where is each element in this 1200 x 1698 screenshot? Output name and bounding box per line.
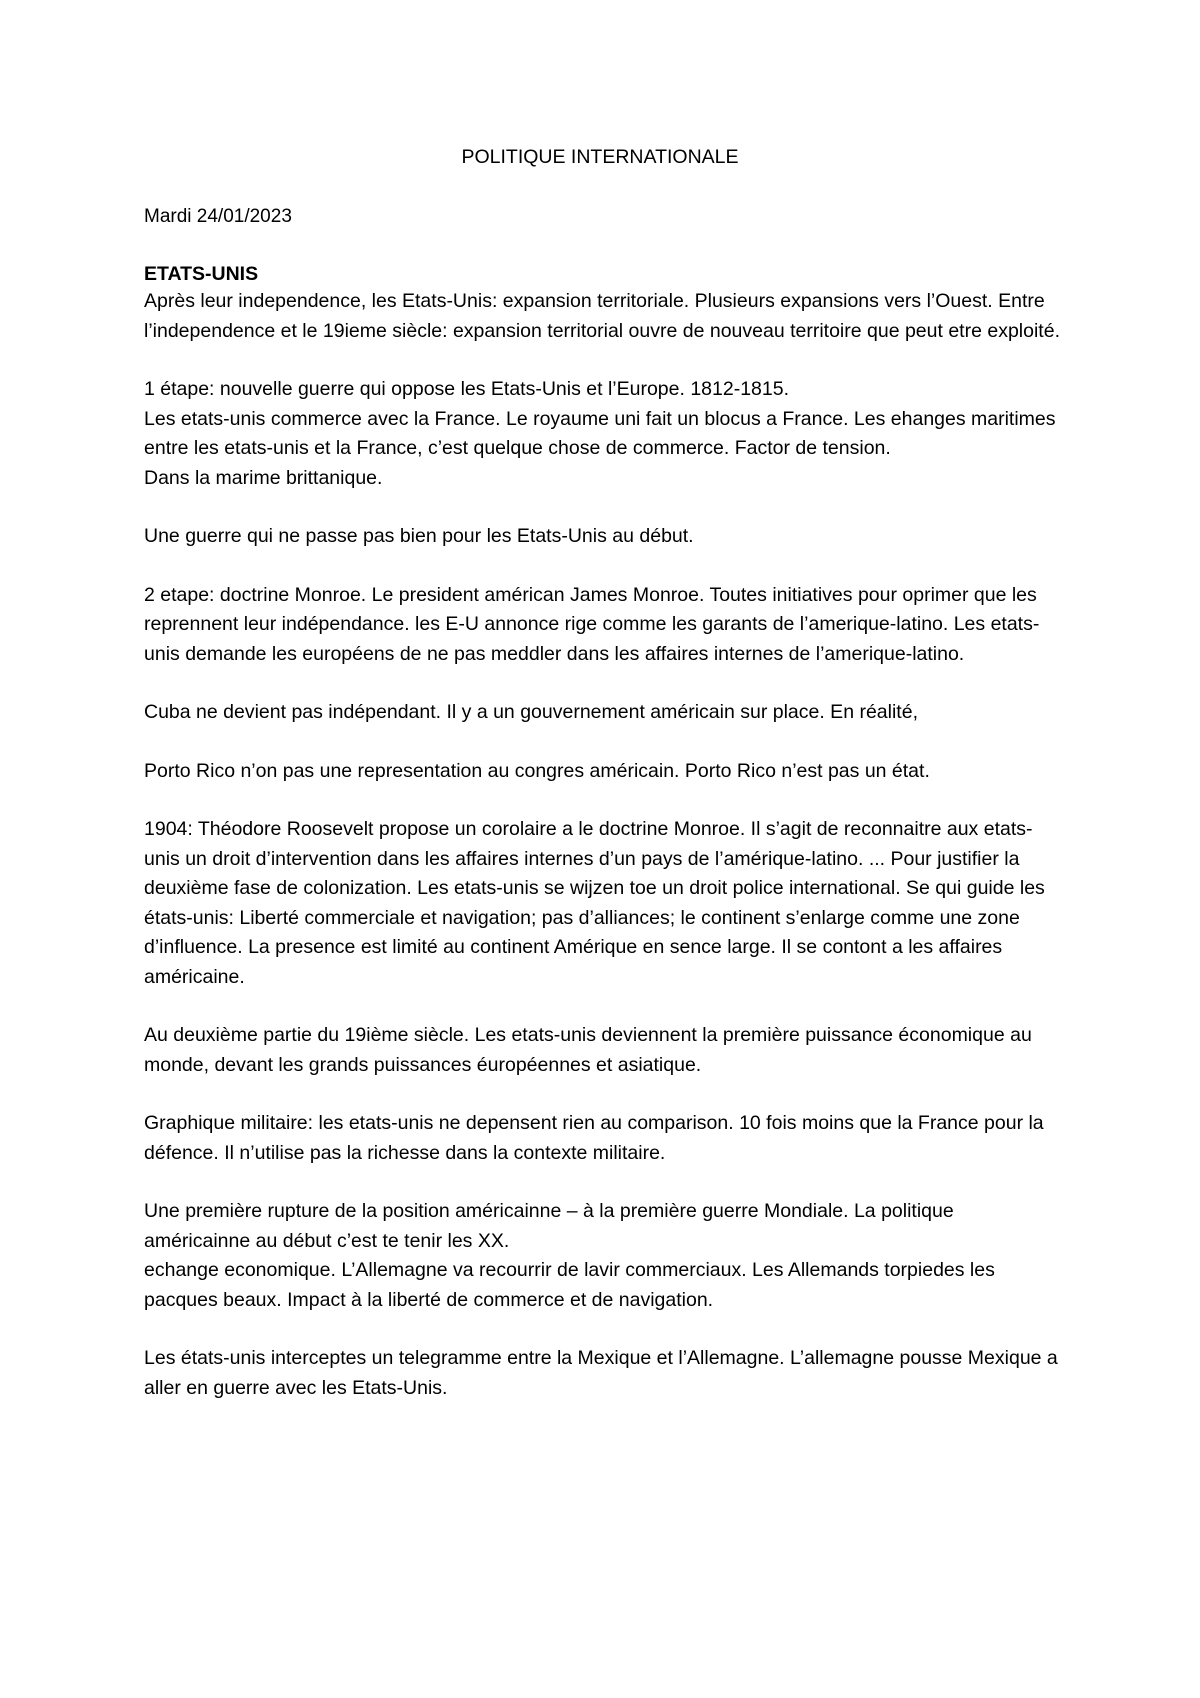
- document-date: Mardi 24/01/2023: [144, 206, 292, 227]
- paragraph: Une guerre qui ne passe pas bien pour les Etats-Unis au début.: [144, 525, 694, 547]
- paragraph: Porto Rico n’on pas une representation au congres américain. Porto Rico n’est pas un état.: [144, 759, 930, 782]
- document-body: [144, 204, 1064, 1432]
- paragraph: Au deuxième partie du 19ième siècle. Les etats-unis deviennent la première puissance économique au monde, devant les grands puissances éuropéennes et asiatique.: [144, 1024, 1032, 1076]
- paragraph: 1904: Théodore Roosevelt propose un corolaire a le doctrine Monroe. Il s’agit de reconnaitre aux etats-unis un droit d’intervention dans les affaires internes d’un pays de l’amérique-latino. ... Pour justifier la deuxième fase de colonization. Les etats-unis se wijzen toe un droit police international. Se qui guide les états-unis: Liberté commerciale et navigation; pas d’alliances; le continent s’enlarge comme une zone d’influence. La presence est limité au continent Amérique en sence large. Il se contont a les affaires américaine.: [144, 818, 1045, 988]
- paragraph: echange economique. L’Allemagne va recourrir de lavir commerciaux. Les Allemands torpiedes les pacques beaux. Impact à la liberté de commerce et de navigation.: [144, 1259, 995, 1311]
- paragraph: Les etats-unis commerce avec la France. Le royaume uni fait un blocus a France. Les ehanges maritimes entre les etats-unis et la France, c’est quelque chose de commerce. Factor de tension.: [144, 407, 1056, 459]
- paragraph: Dans la marime brittanique.: [144, 466, 383, 489]
- paragraph: Cuba ne devient pas indépendant. Il y a un gouvernement américain sur place. En réalité,: [144, 701, 918, 723]
- paragraph: 2 etape: doctrine Monroe. Le president américan James Monroe. Toutes initiatives pour oprimer que les reprennent leur indépendance. les E-U annonce rige comme les garants de l’amerique-latino. Les etats-unis demande les européens de ne pas meddler dans les affaires internes de l’amerique-latino.: [144, 583, 1040, 665]
- document-title: POLITIQUE INTERNATIONALE: [461, 146, 739, 168]
- section-heading: ETATS-UNIS: [144, 263, 259, 285]
- paragraph: 1 étape: nouvelle guerre qui oppose les Etats-Unis et l’Europe. 1812-1815.: [144, 378, 790, 400]
- paragraph: Après leur independence, les Etats-Unis: expansion territoriale. Plusieurs expansions vers l’Ouest. Entre l’independence et le 19ieme siècle: expansion territorial ouvre de nouveau territoire que peut etre exploité.: [144, 290, 1060, 342]
- paragraph: Graphique militaire: les etats-unis ne depensent rien au comparison. 10 fois moins que la France pour la défence. Il n’utilise pas la richesse dans la contexte militaire.: [144, 1112, 1044, 1164]
- paragraph: Les états-unis interceptes un telegramme entre la Mexique et l’Allemagne. L’allemagne pousse Mexique a aller en guerre avec les Etats-Unis.: [144, 1347, 1058, 1399]
- paragraph: Une première rupture de la position américainne – à la première guerre Mondiale. La politique américainne au début c’est te tenir les XX.: [144, 1200, 954, 1252]
